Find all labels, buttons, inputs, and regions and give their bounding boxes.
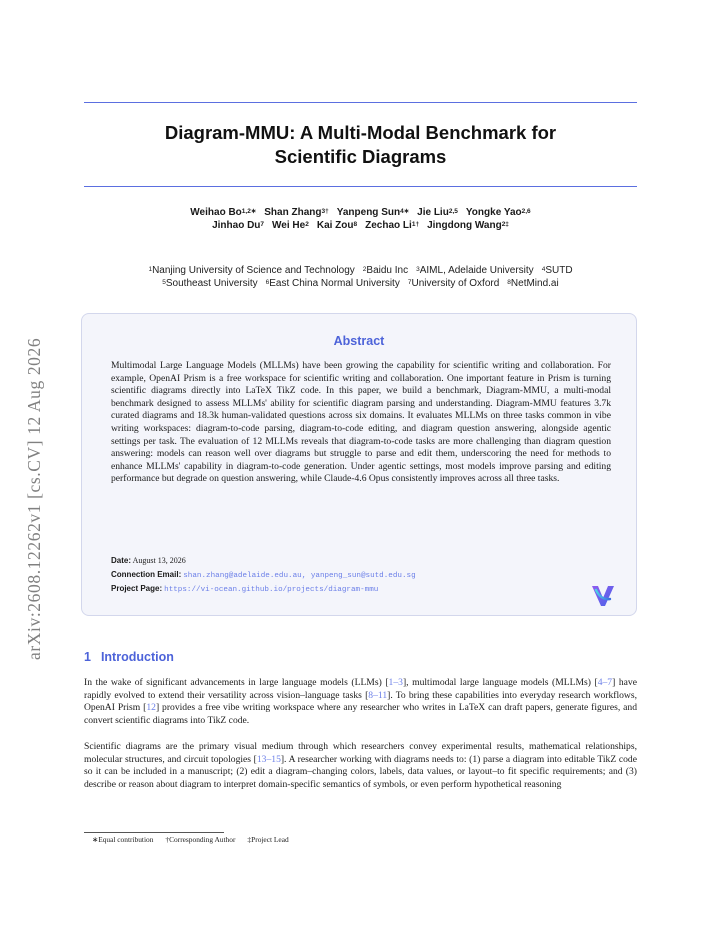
abstract-text: Multimodal Large Language Models (MLLMs) have been growing the capability for scientific writing and collaboration. For example, OpenAI Prism is a free workspace for scientific writing and collaboration. One important feature in Prism is turning scientific diagrams directly into LaTeX TikZ code. In this paper, we build a benchmark, Diagram-MMU, a multi-modal benchmark designed to assess MLLMs' ability for scientific diagram parsing and understanding. Diagram-MMU features 3.7k curated diagrams and 18.3k human-validated questions across six domains. It evaluates MLLMs on three tasks common in vibe writing workspaces: diagram-to-code parsing, diagram-to-code editing, and diagram question answering, alongside agentic settings per task. The evaluation of 12 MLLMs reveals that diagram-to-code tasks are more challenging than diagram question answering: models can reason well over diagrams but struggle to parse and edit them, underscoring the need for methods to enhance MLLMs' capability in diagram-to-code generation. Under agentic settings, most models improve parsing and editing performance but degrade on question answering, while Claude-4.6 Opus consistently improves across all three tasks. [111,360,611,485]
section-title: Introduction [100,650,174,664]
author-affiliation-mark: 4∗ [400,208,410,215]
author-name: Kai Zou$^8$ [316,220,358,231]
affiliation: $^3$AIML, Adelaide University [416,265,534,276]
author-name: Weihao $Bo^{1,2∗}$ [190,207,257,218]
affiliation: $^4$SUTD [541,265,573,276]
section-number: 1 [84,650,91,664]
citation-link[interactable]: 13–15 [256,753,281,765]
author-name: Yanpeng Sun$^{4∗}$ [336,207,410,218]
bottom-rule [84,186,637,187]
date-value: August 13, 2026 [132,556,186,565]
citation-link[interactable]: 12 [146,702,156,714]
paragraph-text: ], multimodal large language models (MLLMs) [ [402,677,598,688]
author-list-row-2 [84,219,637,232]
project-line [111,583,378,596]
author-affiliation-mark: 2‡ [501,221,509,228]
author-affiliation-mark: 2,5 [448,208,458,215]
author-affiliation-mark: 1,2∗ [241,208,257,215]
affiliation: $^6$East China Normal University [265,278,400,289]
author-name: Jingdong Wang$^{2\ddagger}$ [427,220,509,231]
author-name: Wei He$^2$ [272,220,309,231]
date-label: Date: [111,556,132,565]
affiliation-number: 2 [362,266,367,273]
affiliation: $^5$Southeast University [162,278,258,289]
paragraph-text: ] provides a free vibe writing workspace where any researcher who writes in LaTeX can draft papers, generate figures, and convert scientific diagrams into TikZ code. [84,702,637,726]
intro-paragraph-1 [84,677,637,727]
paragraph-text: ] have rapidly evolved to extend their versatility across vision–language tasks [ [84,677,637,701]
author-affiliation-mark: 2,6 [521,208,531,215]
author-affiliation-mark: 8 [353,221,358,228]
author-name: Jinhao Du$^7$ [212,220,265,231]
footnote-item: ∗Equal contribution [92,835,154,844]
footnotes [92,835,301,844]
project-link[interactable]: https://vi-ocean.github.io/projects/diagram-mmu [164,586,379,594]
author-affiliation-mark: 3† [321,208,329,215]
author-affiliation-mark: 7 [260,221,265,228]
section-heading [84,650,174,664]
vi-ocean-logo-icon [590,582,616,608]
affiliation-row-1 [84,264,637,277]
author-affiliation-mark: 1† [411,221,420,228]
author-affiliation-mark: 2 [305,221,309,228]
date-line [111,555,186,566]
project-label: Project Page: [111,584,163,593]
email-link[interactable]: shan.zhang@adelaide.edu.au, yanpeng_sun@sutd.edu.sg [183,572,416,580]
affiliation-number: 1 [148,266,153,273]
paragraph-text: In the wake of significant advancements in large language models (LLMs) [ [84,677,389,688]
author-name: Zechao $Li^{1\dagger}$ [365,220,420,231]
paragraph-text: ]. A researcher working with diagrams needs to: (1) parse a diagram into editable TikZ code so it can be included in a manuscript; (2) edit a diagram–changing colors, labels, data values, or layout–to fit specific requirements; and (3) describe or reason about diagram to interpret domain-specific semantics of symbols, or even perform hypothetical reasoning [84,753,637,790]
footnote-item: †Corresponding Author [165,835,236,844]
paragraph-text: Scientific diagrams are the primary visual medium through which researchers convey experimental results, mathematical relationships, molecular structures, and circuit topologies [ [84,741,637,765]
affiliation-number: 6 [265,279,270,286]
affiliation-number: 7 [407,279,412,286]
citation-link[interactable]: 4–7 [597,677,613,688]
arxiv-stamp: arXiv:2608.12262v1 [cs.CV] 12 Aug 2026 [24,337,44,660]
footnote-item: ‡Project Lead [247,835,289,844]
abstract-box [81,313,637,616]
affiliation-number: 5 [162,279,166,286]
affiliation: $^2$Baidu Inc [362,265,409,276]
footnote-rule [84,832,224,833]
affiliation-number: 8 [507,279,511,286]
affiliation-number: 4 [541,266,546,273]
email-line [111,569,416,582]
intro-paragraph-2 [84,741,637,791]
author-name: Jie Liu$^{2,5}$ [417,207,458,218]
affiliation-row-2 [84,277,637,290]
affiliation: $^7$University of Oxford [407,278,500,289]
affiliation: $^1$Nanjing University of Science and Technology [148,265,355,276]
abstract-heading: Abstract [333,334,385,348]
citation-link[interactable]: 8–11 [368,689,388,701]
author-name: Yongke Yao$^{2,6}$ [465,207,531,218]
title-line-2: Scientific Diagrams [274,146,447,167]
author-name: Shan Zhang$^{3\dagger}$ [264,207,329,218]
paragraph-text: ]. To bring these capabilities into everyday research workflows, OpenAI Prism [ [84,689,637,714]
title-line-1: Diagram-MMU: A Multi-Modal Benchmark for [164,122,557,143]
citation-link[interactable]: 1–3 [388,677,403,688]
affiliation: $^8$NetMind.ai [507,278,559,289]
author-list-row-1 [84,206,637,219]
paper-title [84,121,637,169]
email-label: Connection Email: [111,570,182,579]
top-rule [84,102,637,103]
affiliation-number: 3 [416,266,420,273]
